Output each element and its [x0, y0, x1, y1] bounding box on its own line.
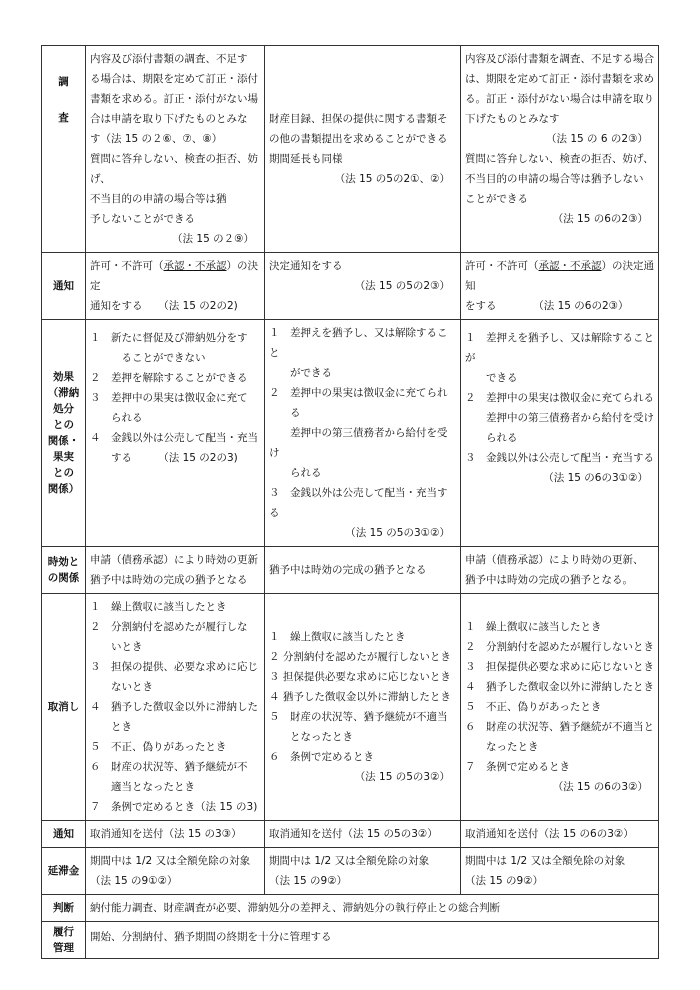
chosa-col2: 財産目録、担保の提供に関する書類そ の他の書類提出を求めることができる 期間延長も同様 （法 15 の5の2①、②）: [265, 46, 461, 253]
row-label-torikeshi: 取消し: [42, 594, 86, 821]
chosa-col3: 内容及び添付書類を調査、不足する場合 は、期限を定めて訂正・添付書類を求め る。訂正・添付がない場合は申請を取り 下げたものとみなす （法 15 の 6 の2③） 質問に答弁しない、検査の拒否、妨げ、 不当目的の申請の場合等は猶予しない ことができる （法 15 の6の2③）: [461, 46, 659, 253]
tsuchi1-col1: 許可・不許可（承認・不承認）の決定 通知をする （法 15 の2の2): [86, 253, 265, 320]
torikeshi-col1: １ 繰上徴収に該当したとき ２ 分割納付を認めたが履行しな いとき ３ 担保の提供、必要な求めに応じ ないとき ４ 猶予した徴収金以外に滞納した とき ５ 不正、偽りがあったとき ６ 財産の状況等、猶予継続が不 適当となったとき ７ 条例で定めるとき（法 15 の3): [86, 594, 265, 821]
tsuchi1-col2: 決定通知をする （法 15 の5の2③）: [265, 253, 461, 320]
jiko-col1: 申請（債務承認）により時効の更新 猶予中は時効の完成の猶予となる: [86, 547, 265, 594]
torikeshi-col2: １ 繰上徴収に該当したとき ２ 分割納付を認めたが履行しないとき ３ 担保提供必要な求めに応じないとき ４ 猶予した徴収金以外に滞納したとき ５ 財産の状況等、猶予継続が不適当 となったとき ６ 条例で定めるとき （法 15 の5の3②）: [265, 594, 461, 821]
row-label-rikou: 履行 管理: [42, 922, 86, 959]
legal-ref: （法 15 の6の3①②）: [543, 472, 648, 484]
row-jiko: [42, 547, 659, 594]
koka-col1: １ 新たに督促及び滞納処分をす ることができない ２ 差押を解除することができる ３ 差押中の果実は徴収金に充て られる ４ 金銭以外は公売して配当・充当 する （法 15 の2の3): [86, 320, 265, 547]
row-tsuchi-1: [42, 253, 659, 320]
row-label-tsuchi: 通知: [42, 253, 86, 320]
row-chosa: [42, 46, 659, 253]
legal-ref: （法 15 の5の2①、②）: [334, 173, 450, 185]
row-tsuchi-2: [42, 821, 659, 848]
jiko-col3: 申請（債務承認）により時効の更新、 猶予中は時効の完成の猶予となる。: [461, 547, 659, 594]
row-label-chosa: 調 査: [42, 46, 86, 253]
rikou-text: 開始、分割納付、猶予期間の終期を十分に管理する: [86, 922, 659, 959]
legal-ref: （法 15 の6の3②）: [552, 781, 648, 793]
row-label-tsuchi-2: 通知: [42, 821, 86, 848]
chosa-col1: 内容及び添付書類の調査、不足す る場合は、期限を定めて訂正・添付 書類を求める。訂正・添付がない場 合は申請を取り下げたものとみな す（法 15 の２⑥、⑦、⑧） 質問に答弁しない、検査の拒否、妨げ、 不当目的の申請の場合等は猶 予しないことができる （法 15 の２⑨）: [86, 46, 265, 253]
row-label-handan: 判断: [42, 895, 86, 922]
koka-col2: １ 差押えを猶予し、又は解除すること ができる ２ 差押中の果実は徴収金に充てられ る 差押中の第三債務者から給付を受け られる ３ 金銭以外は公売して配当・充当する （法 15 の5の3①②）: [265, 320, 461, 547]
tsuchi2-col1: 取消通知を送付（法 15 の3③）: [86, 821, 265, 848]
legal-ref: （法 15 の２⑨）: [172, 233, 254, 245]
legal-ref: （法 15 の 6 の2③）: [546, 133, 648, 145]
tsuchi1-col3: 許可・不許可（承認・不承認）の決定通知 をする （法 15 の6の2③）: [461, 253, 659, 320]
tsuchi2-col2: 取消通知を送付（法 15 の5の3②）: [265, 821, 461, 848]
row-label-koka: 効果 （滞納 処分 との 関係・ 果実 との 関係）: [42, 320, 86, 547]
row-label-entai: 延滞金: [42, 848, 86, 895]
row-label-jiko: 時効と の関係: [42, 547, 86, 594]
jiko-col2: 猶予中は時効の完成の猶予となる: [265, 547, 461, 594]
legal-ref: （法 15 の5の3②）: [354, 771, 450, 783]
tsuchi2-col3: 取消通知を送付（法 15 の6の3②）: [461, 821, 659, 848]
torikeshi-col3: １ 繰上徴収に該当したとき ２ 分割納付を認めたが履行しないとき ３ 担保提供必要な求めに応じないとき ４ 猶予した徴収金以外に滞納したとき ５ 不正、偽りがあったとき ６ 財産の状況等、猶予継続が不適当と なったとき ７ 条例で定めるとき （法 15 の6の3②）: [461, 594, 659, 821]
koka-col3: １ 差押えを猶予し、又は解除することが できる ２ 差押中の果実は徴収金に充てられる 差押中の第三債務者から給付を受け られる ３ 金銭以外は公売して配当・充当する （法 15 の6の3①②）: [461, 320, 659, 547]
entai-col3: 期間中は 1/2 又は全額免除の対象 （法 15 の9②）: [461, 848, 659, 895]
comparison-table: [41, 45, 659, 959]
row-rikou: [42, 922, 659, 959]
entai-col1: 期間中は 1/2 又は全額免除の対象 （法 15 の9①②）: [86, 848, 265, 895]
row-torikeshi: [42, 594, 659, 821]
legal-ref: （法 15 の5の2③）: [354, 280, 450, 292]
legal-ref: （法 15 の5の3①②）: [345, 527, 450, 539]
row-entai: [42, 848, 659, 895]
entai-col2: 期間中は 1/2 又は全額免除の対象 （法 15 の9②）: [265, 848, 461, 895]
row-handan: [42, 895, 659, 922]
handan-text: 納付能力調査、財産調査が必要、滞納処分の差押え、滞納処分の執行停止との総合判断: [86, 895, 659, 922]
row-koka: [42, 320, 659, 547]
legal-ref: （法 15 の6の2③）: [552, 213, 648, 225]
